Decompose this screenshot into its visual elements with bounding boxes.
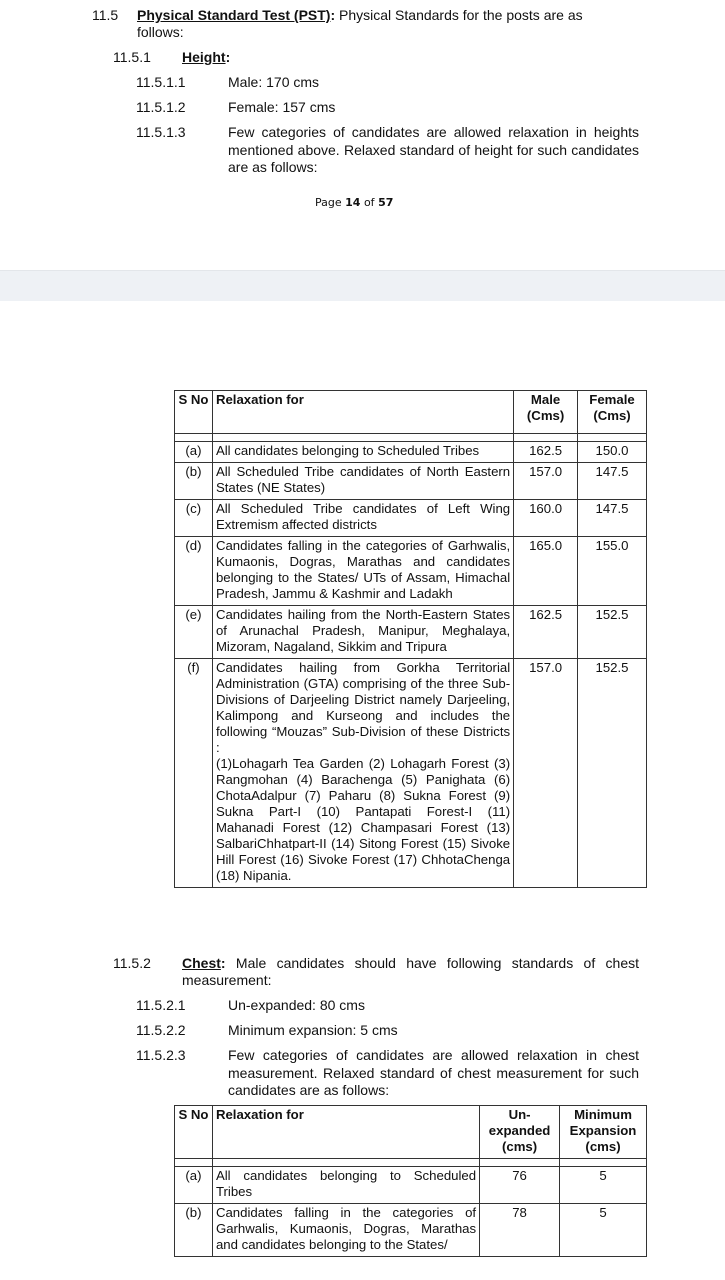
item-11-5-1-2-text: Female: 157 cms — [228, 99, 336, 115]
item-11-5-2-1-text: Un-expanded: 80 cms — [228, 997, 365, 1013]
item-11-5-1-2-number: 11.5.1.2 — [136, 99, 186, 115]
item-11-5-1-1-text: Male: 170 cms — [228, 74, 320, 90]
table-row: (e) Candidates hailing from the North-Eastern States of Arunachal Pradesh, Manipur, Meghalaya, Mizoram, Nagaland, Sikkim and Tripura 162.5 152.5 — [175, 606, 647, 659]
height-relaxation-table — [174, 390, 647, 888]
item-11-5-1-3-text: Few categories of candidates are allowed relaxation in heights mentioned above. Relaxed standard of height for such candidates are as follows: — [228, 124, 639, 175]
table-row: (b) Candidates falling in the categories of Garhwalis, Kumaonis, Dogras, Marathas and candidates belonging to the States/ 78 5 — [175, 1204, 647, 1257]
section-11-5-1-heading: Height: — [182, 49, 231, 65]
header-sno: S No — [175, 391, 213, 434]
header-male: Male (Cms) — [514, 391, 578, 434]
section-11-5-paragraph: Physical Standard Test (PST): Physical Standards for the posts are as follows: — [137, 7, 583, 40]
table-row: (d) Candidates falling in the categories of Garhwalis, Kumaonis, Dogras, Marathas and candidates belonging to the States/ UTs of Assam, Himachal Pradesh, Jammu & Kashmir and Ladakh 165.0 155.0 — [175, 537, 647, 606]
item-11-5-2-1-number: 11.5.2.1 — [136, 997, 186, 1013]
section-11-5-2-paragraph: Chest: Male candidates should have following standards of chest measurement: — [182, 955, 639, 988]
page-break-divider — [0, 270, 725, 301]
table-header-row — [175, 1106, 647, 1159]
header-unexpanded: Un-expanded (cms) — [480, 1106, 560, 1159]
header-min-expansion: Minimum Expansion (cms) — [560, 1106, 647, 1159]
table-row: (a) All candidates belonging to Scheduled Tribes 76 5 — [175, 1167, 647, 1204]
page-number: Page 14 of 57 — [315, 196, 394, 209]
header-female: Female (Cms) — [578, 391, 647, 434]
table-row: (c) All Scheduled Tribe candidates of Left Wing Extremism affected districts 160.0 147.5 — [175, 500, 647, 537]
table-row: (f) Candidates hailing from Gorkha Territorial Administration (GTA) comprising of the three Sub-Divisions of Darjeeling District namely Darjeeling, Kalimpong and Kurseong and includes the following “Mouzas” Sub-Division of these Districts : (1)Lohagarh Tea Garden (2) Lohagarh Forest (3) Rangmohan (4) Barachenga (5) Panighata (6) ChotaAdalpur (7) Paharu (8) Sukna Forest (9) Sukna Part-I (10) Pantapati Forest-I (11) Mahanadi Forest (12) Champasari Forest (13) SalbariChhatpart-II (14) Sitong Forest (15) Sivoke Hill Forest (16) Sivoke Forest (17) ChhotaChenga (18) Nipania. 157.0 152.5 — [175, 659, 647, 888]
chest-relaxation-table — [174, 1105, 647, 1257]
item-11-5-2-3-number: 11.5.2.3 — [136, 1047, 186, 1063]
item-11-5-2-3-text: Few categories of candidates are allowed relaxation in chest measurement. Relaxed standard of chest measurement for such candidates are as follows: — [228, 1047, 639, 1098]
header-sno: S No — [175, 1106, 213, 1159]
gorkha-row-text: Candidates hailing from Gorkha Territorial Administration (GTA) comprising of the three Sub-Divisions of Darjeeling District namely Darjeeling, Kalimpong and Kurseong and includes the following “Mouzas” Sub-Division of these Districts : (1)Lohagarh Tea Garden (2) Lohagarh Forest (3) Rangmohan (4) Barachenga (5) Panighata (6) ChotaAdalpur (7) Paharu (8) Sukna Forest (9) Sukna Part-I (10) Pantapati Forest-I (11) Mahanadi Forest (12) Champasari Forest (13) SalbariChhatpart-II (14) Sitong Forest (15) Sivoke Hill Forest (16) Sivoke Forest (17) ChhotaChenga (18) Nipania. — [212, 659, 513, 888]
section-11-5-2-number: 11.5.2 — [113, 955, 151, 971]
chest-title: Chest — [182, 955, 221, 971]
section-11-5-1-number: 11.5.1 — [113, 49, 151, 65]
section-11-5-title: Physical Standard Test (PST) — [137, 7, 331, 23]
table-row: (b) All Scheduled Tribe candidates of North Eastern States (NE States) 157.0 147.5 — [175, 463, 647, 500]
item-11-5-1-3-number: 11.5.1.3 — [136, 124, 186, 140]
item-11-5-2-2-number: 11.5.2.2 — [136, 1022, 186, 1038]
table-header-row — [175, 391, 647, 434]
header-relaxation: Relaxation for — [212, 1106, 479, 1159]
item-11-5-2-2-text: Minimum expansion: 5 cms — [228, 1022, 398, 1038]
section-11-5-number: 11.5 — [92, 7, 119, 23]
header-relaxation: Relaxation for — [212, 391, 513, 434]
item-11-5-1-1-number: 11.5.1.1 — [136, 74, 186, 90]
table-row: (a) All candidates belonging to Scheduled Tribes 162.5 150.0 — [175, 442, 647, 463]
